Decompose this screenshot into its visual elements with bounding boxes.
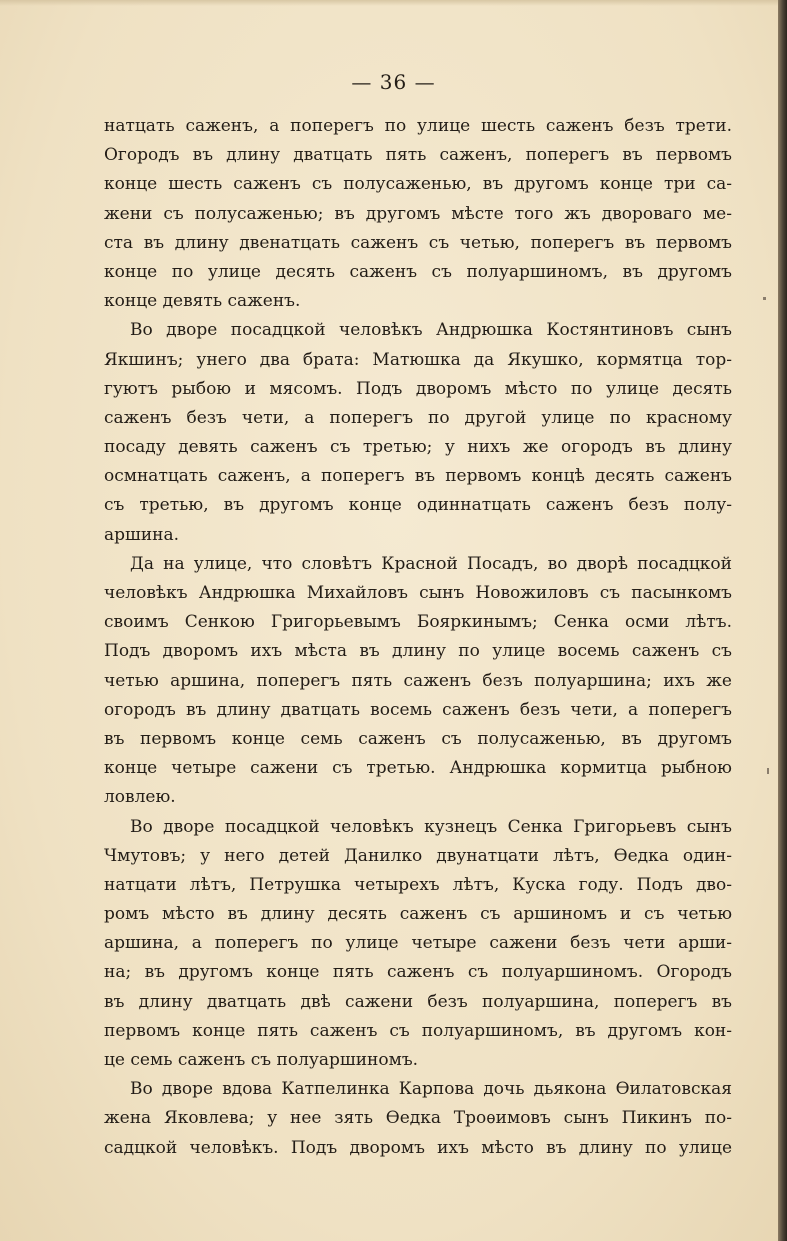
text-line: четью аршина, поперегъ пять саженъ безъ полуаршина; ихъ же — [104, 670, 732, 691]
text-line: осмнатцать саженъ, а поперегъ въ первомъ концѣ десять саженъ — [104, 466, 732, 487]
text-line: Во дворе вдова Катпелинка Карпова дочь дьякона Ѳилатовская — [130, 1079, 732, 1100]
text-line: натцати лѣтъ, Петрушка четырехъ лѣтъ, Куска году. Подъ дво- — [104, 874, 732, 895]
scan-speck — [767, 768, 769, 774]
paragraph-3 — [104, 550, 732, 813]
text-line: Огородъ въ длину дватцать пять саженъ, поперегъ въ первомъ — [104, 145, 732, 166]
text-line: огородъ въ длину дватцать восемь саженъ безъ чети, а поперегъ — [104, 699, 732, 720]
paragraph-2 — [104, 316, 732, 550]
text-line: конце четыре сажени съ третью. Андрюшка кормитца рыбною — [104, 758, 732, 779]
text-line: конце по улице десять саженъ съ полуаршиномъ, въ другомъ — [104, 261, 732, 282]
text-line: первомъ конце пять саженъ съ полуаршиномъ, въ другомъ кон- — [104, 1020, 732, 1041]
body-text — [104, 112, 732, 1163]
page-number: — 36 — — [351, 70, 436, 94]
text-line: аршина. — [104, 524, 180, 545]
text-line: своимъ Сенкою Григорьевымъ Бояркинымъ; Сенка осми лѣтъ. — [104, 612, 732, 633]
text-line: ловлею. — [104, 787, 176, 808]
text-line: посаду девять саженъ съ третью; у нихъ же огородъ въ длину — [104, 437, 732, 458]
paragraph-1 — [104, 112, 732, 316]
page-binding-edge — [778, 0, 787, 1241]
text-line: Во дворе посадцкой человѣкъ кузнецъ Сенка Григорьевъ сынъ — [130, 816, 732, 837]
text-line: це семь саженъ съ полуаршиномъ. — [104, 1050, 419, 1070]
page-top-shadow — [0, 0, 787, 6]
text-line: Чмутовъ; у него детей Данилко двунатцати лѣтъ, Ѳедка один- — [104, 845, 732, 866]
text-line: садцкой человѣкъ. Подъ дворомъ ихъ мѣсто въ длину по улице — [104, 1137, 732, 1158]
text-line: ромъ мѣсто въ длину десять саженъ съ аршиномъ и съ четью — [104, 904, 732, 925]
text-line: конце шесть саженъ съ полусаженью, въ другомъ конце три са- — [104, 174, 732, 195]
text-line: человѣкъ Андрюшка Михайловъ сынъ Новожиловъ съ пасынкомъ — [104, 583, 732, 603]
text-line: Во дворе посадцкой человѣкъ Андрюшка Костянтиновъ сынъ — [130, 320, 732, 341]
text-line: ста въ длину двенатцать саженъ съ четью, поперегъ въ первомъ — [104, 232, 732, 253]
text-line: жени съ полусаженью; въ другомъ мѣсте того жъ двороваго ме- — [104, 203, 732, 224]
text-line: гуютъ рыбою и мясомъ. Подъ дворомъ мѣсто по улице десять — [104, 378, 732, 399]
text-line: въ первомъ конце семь саженъ съ полусаженью, въ другомъ — [104, 728, 732, 749]
text-line: въ длину дватцать двѣ сажени безъ полуаршина, поперегъ въ — [104, 991, 732, 1012]
text-line: аршина, а поперегъ по улице четыре сажени безъ чети арши- — [104, 933, 732, 954]
text-line: на; въ другомъ конце пять саженъ съ полуаршиномъ. Огородъ — [104, 962, 732, 983]
paragraph-4 — [104, 813, 732, 1076]
text-line: съ третью, въ другомъ конце одиннатцать саженъ безъ полу- — [104, 495, 732, 516]
text-line: саженъ безъ чети, а поперегъ по другой улице по красному — [104, 407, 732, 428]
text-line: Подъ дворомъ ихъ мѣста въ длину по улице восемь саженъ съ — [104, 641, 732, 662]
text-line: конце девять саженъ. — [104, 291, 301, 312]
scan-speck — [763, 297, 766, 300]
paragraph-5 — [104, 1075, 732, 1163]
text-line: натцать саженъ, а поперегъ по улице шесть саженъ безъ трети. — [104, 116, 732, 136]
text-line: Якшинъ; унего два брата: Матюшка да Якушко, кормятца тор- — [104, 349, 732, 370]
text-line: Да на улице, что словѣтъ Красной Посадъ, во дворѣ посадцкой — [130, 553, 732, 574]
text-line: жена Яковлева; у нее зять Ѳедка Троѳимовъ сынъ Пикинъ по- — [104, 1108, 732, 1129]
